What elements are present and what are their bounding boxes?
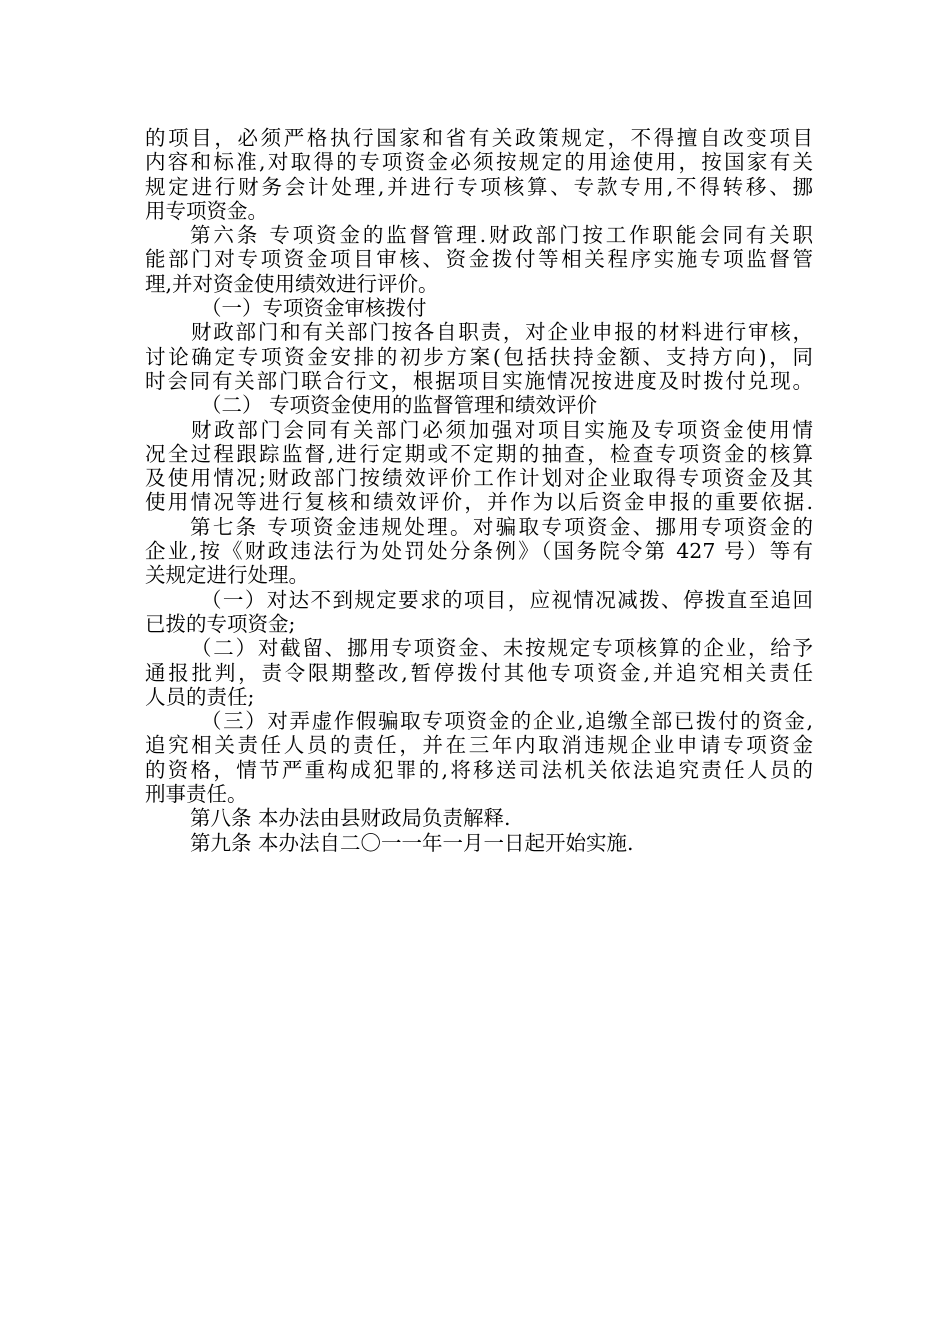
text-line: 讨论确定专项资金安排的初步方案(包括扶持金额、支持方向)，同 [145, 344, 813, 369]
text-line: 企业,按《财政违法行为处罚处分条例》（国务院令第 427 号）等有 [145, 539, 813, 564]
text-line: 用专项资金。 [145, 198, 268, 223]
article-6-heading: 第六条 专项资金的监督管理.财政部门按工作职能会同有关职 [190, 223, 813, 248]
subsection-heading: （二） 专项资金使用的监督管理和绩效评价 [201, 393, 598, 418]
text-line: 使用情况等进行复核和绩效评价，并作为以后资金申报的重要依据. [145, 490, 813, 515]
text-line: 关规定进行处理。 [145, 563, 309, 588]
text-line: 追究相关责任人员的责任，并在三年内取消违规企业申请专项资金 [145, 733, 813, 758]
text-line: 刑事责任。 [145, 782, 248, 807]
text-line: 的资格，情节严重构成犯罪的,将移送司法机关依法追究责任人员的 [145, 757, 813, 782]
text-line: 况全过程跟踪监督,进行定期或不定期的抽查，检查专项资金的核算 [145, 441, 813, 466]
text-line: 通报批判，责令限期整改,暂停拨付其他专项资金,并追究相关责任 [145, 660, 813, 685]
text-line: 能部门对专项资金项目审核、资金拨付等相关程序实施专项监督管 [145, 247, 813, 272]
text-line: 的项目，必须严格执行国家和省有关政策规定，不得擅自改变项目 [145, 126, 813, 150]
text-line: 财政部门会同有关部门必须加强对项目实施及专项资金使用情 [191, 417, 813, 442]
text-line: 人员的责任; [145, 684, 255, 709]
article-8: 第八条 本办法由县财政局负责解释. [190, 806, 511, 831]
text-line: （一）对达不到规定要求的项目，应视情况减拨、停拨直至追回 [201, 587, 813, 612]
text-line: 已拨的专项资金; [145, 611, 296, 636]
text-line: 规定进行财务会计处理,并进行专项核算、专款专用,不得转移、挪 [145, 174, 813, 199]
subsection-heading: （一）专项资金审核拨付 [201, 296, 427, 321]
text-line: 时会同有关部门联合行文，根据项目实施情况按进度及时拨付兑现。 [145, 368, 813, 393]
text-line: 财政部门和有关部门按各自职责，对企业申报的材料进行审核， [191, 320, 813, 345]
text-line: 理,并对资金使用绩效进行评价。 [145, 271, 439, 296]
text-line: （三）对弄虚作假骗取专项资金的企业,追缴全部已拨付的资金, [201, 709, 813, 734]
text-line: 及使用情况;财政部门按绩效评价工作计划对企业取得专项资金及其 [145, 466, 813, 491]
article-9: 第九条 本办法自二〇一一年一月一日起开始实施. [190, 830, 634, 855]
article-7-heading: 第七条 专项资金违规处理。对骗取专项资金、挪用专项资金的 [190, 514, 813, 539]
text-line: 内容和标准,对取得的专项资金必须按规定的用途使用，按国家有关 [145, 150, 813, 175]
text-line: （二）对截留、挪用专项资金、未按规定专项核算的企业，给予 [191, 636, 813, 661]
document-body [145, 126, 813, 855]
